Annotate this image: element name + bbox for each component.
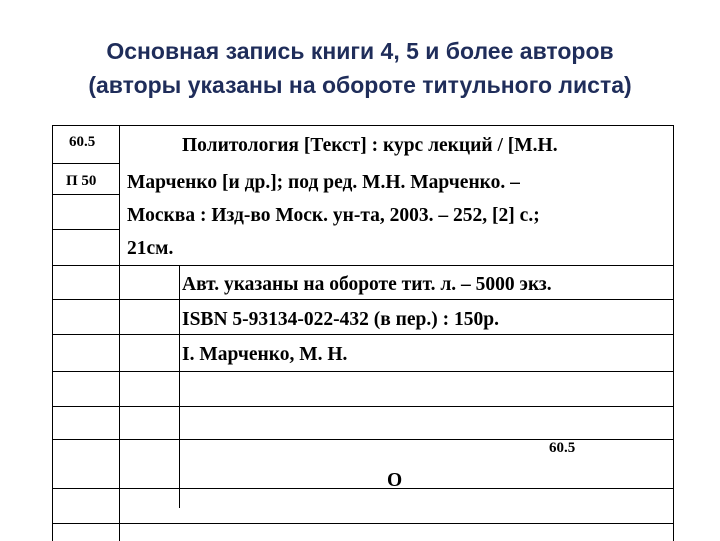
card-rule	[53, 334, 673, 335]
card-rule	[53, 194, 119, 195]
author-mark: П 50	[66, 173, 97, 189]
card-rule	[53, 229, 119, 230]
card-rule	[53, 265, 673, 266]
bottom-class-code: 60.5	[549, 440, 576, 456]
card-line: 21см.	[127, 238, 174, 259]
class-code: 60.5	[69, 134, 96, 150]
slide-title	[0, 34, 720, 102]
card-line: I. Марченко, М. Н.	[182, 344, 348, 365]
card-rule	[53, 488, 673, 489]
card-rule	[53, 299, 673, 300]
card-rule	[53, 371, 673, 372]
card-rule	[53, 406, 673, 407]
card-line: ISBN 5-93134-022-432 (в пер.) : 150р.	[182, 309, 499, 330]
card-column-rule	[119, 126, 120, 541]
card-rule	[53, 523, 673, 524]
catalog-card	[52, 125, 674, 541]
slide-title-line-2: (авторы указаны на обороте титульного листа)	[88, 72, 632, 98]
card-line: Политология [Текст] : курс лекций / [М.Н.	[182, 135, 558, 156]
card-line: Авт. указаны на обороте тит. л. – 5000 экз.	[182, 274, 552, 295]
card-indent-rule	[179, 265, 180, 508]
card-rule	[53, 163, 119, 164]
card-rule	[53, 439, 673, 440]
card-line: Москва : Изд-во Моск. ун-та, 2003. – 252, [2] с.;	[127, 205, 540, 226]
slide-title-line-1: Основная запись книги 4, 5 и более авторов	[106, 38, 614, 64]
card-line: Марченко [и др.]; под ред. М.Н. Марченко. –	[127, 172, 520, 193]
bottom-author-mark: О	[387, 470, 403, 491]
